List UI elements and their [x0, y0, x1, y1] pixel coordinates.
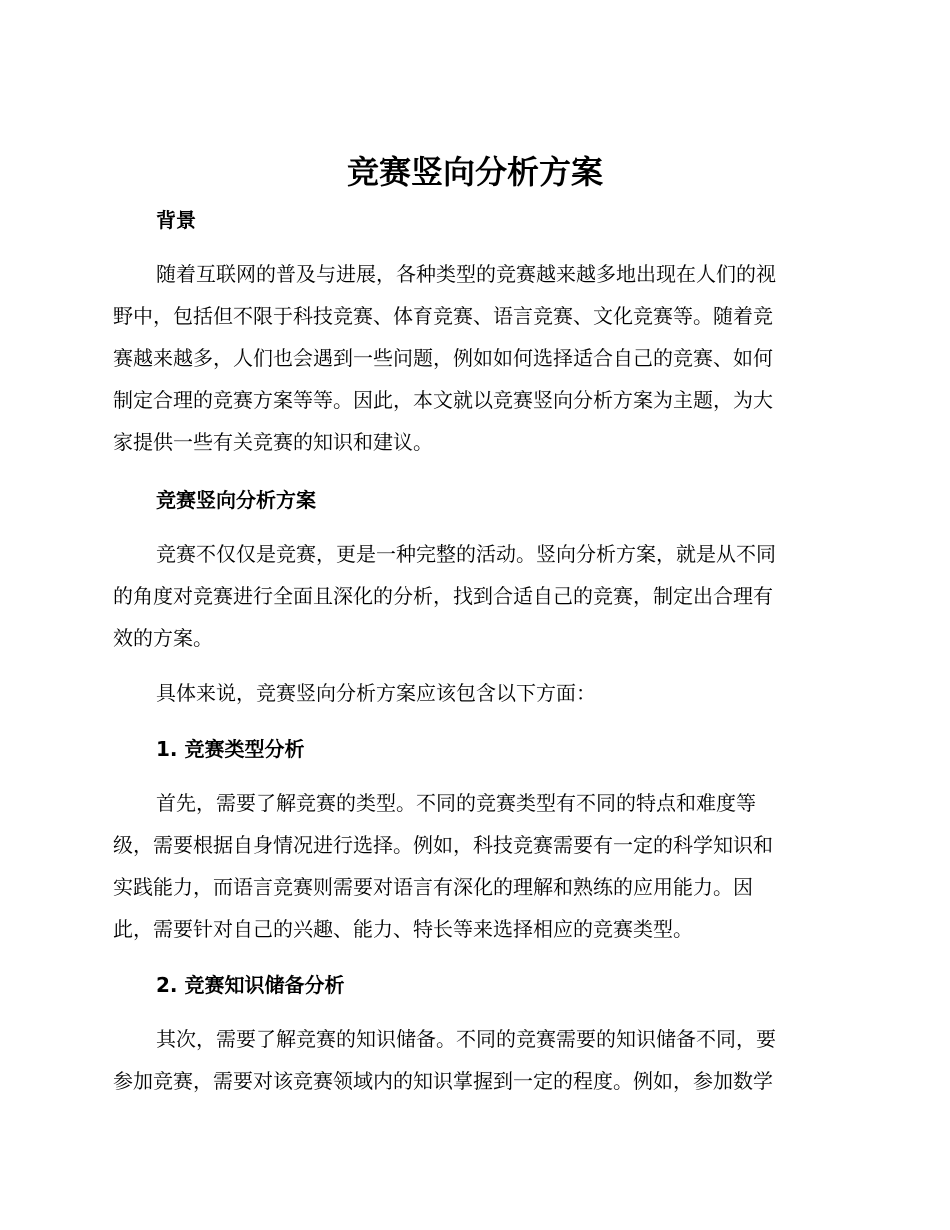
section-heading-type-analysis: 1. 竞赛类型分析 — [156, 737, 305, 761]
paragraph-line: 首先，需要了解竞赛的类型。不同的竞赛类型有不同的特点和难度等 — [156, 791, 756, 815]
paragraph-line: 随着互联网的普及与进展，各种类型的竞赛越来越多地出现在人们的视 — [156, 262, 776, 286]
paragraph-line: 具体来说，竞赛竖向分析方案应该包含以下方面： — [156, 681, 596, 705]
paragraph-line: 的角度对竞赛进行全面且深化的分析，找到合适自己的竞赛，制定出合理有 — [113, 584, 773, 608]
analysis-plan-paragraph — [113, 533, 833, 659]
section-heading-analysis-plan: 竞赛竖向分析方案 — [156, 488, 316, 512]
paragraph-line: 赛越来越多，人们也会遇到一些问题，例如如何选择适合自己的竞赛、如何 — [113, 346, 773, 370]
knowledge-analysis-paragraph — [113, 1018, 833, 1102]
analysis-plan-intro-paragraph — [113, 672, 833, 714]
paragraph-line: 效的方案。 — [113, 626, 213, 650]
paragraph-line: 野中，包括但不限于科技竞赛、体育竞赛、语言竞赛、文化竞赛等。随着竞 — [113, 304, 773, 328]
paragraph-line: 竞赛不仅仅是竞赛，更是一种完整的活动。竖向分析方案，就是从不同 — [156, 542, 776, 566]
paragraph-line: 其次，需要了解竞赛的知识储备。不同的竞赛需要的知识储备不同，要 — [156, 1027, 776, 1051]
paragraph-line: 参加竞赛，需要对该竞赛领域内的知识掌握到一定的程度。例如，参加数学 — [113, 1069, 773, 1093]
type-analysis-paragraph — [113, 782, 833, 950]
section-heading-knowledge-analysis: 2. 竞赛知识储备分析 — [156, 973, 345, 997]
paragraph-line: 级，需要根据自身情况进行选择。例如，科技竞赛需要有一定的科学知识和 — [113, 833, 773, 857]
paragraph-line: 实践能力，而语言竞赛则需要对语言有深化的理解和熟练的应用能力。因 — [113, 875, 753, 899]
paragraph-line: 制定合理的竞赛方案等等。因此，本文就以竞赛竖向分析方案为主题，为大 — [113, 388, 773, 412]
document-title: 竞赛竖向分析方案 — [346, 153, 603, 191]
paragraph-line: 此，需要针对自己的兴趣、能力、特长等来选择相应的竞赛类型。 — [113, 917, 693, 941]
background-paragraph — [113, 253, 833, 463]
section-heading-background: 背景 — [156, 208, 196, 232]
paragraph-line: 家提供一些有关竞赛的知识和建议。 — [113, 430, 433, 454]
